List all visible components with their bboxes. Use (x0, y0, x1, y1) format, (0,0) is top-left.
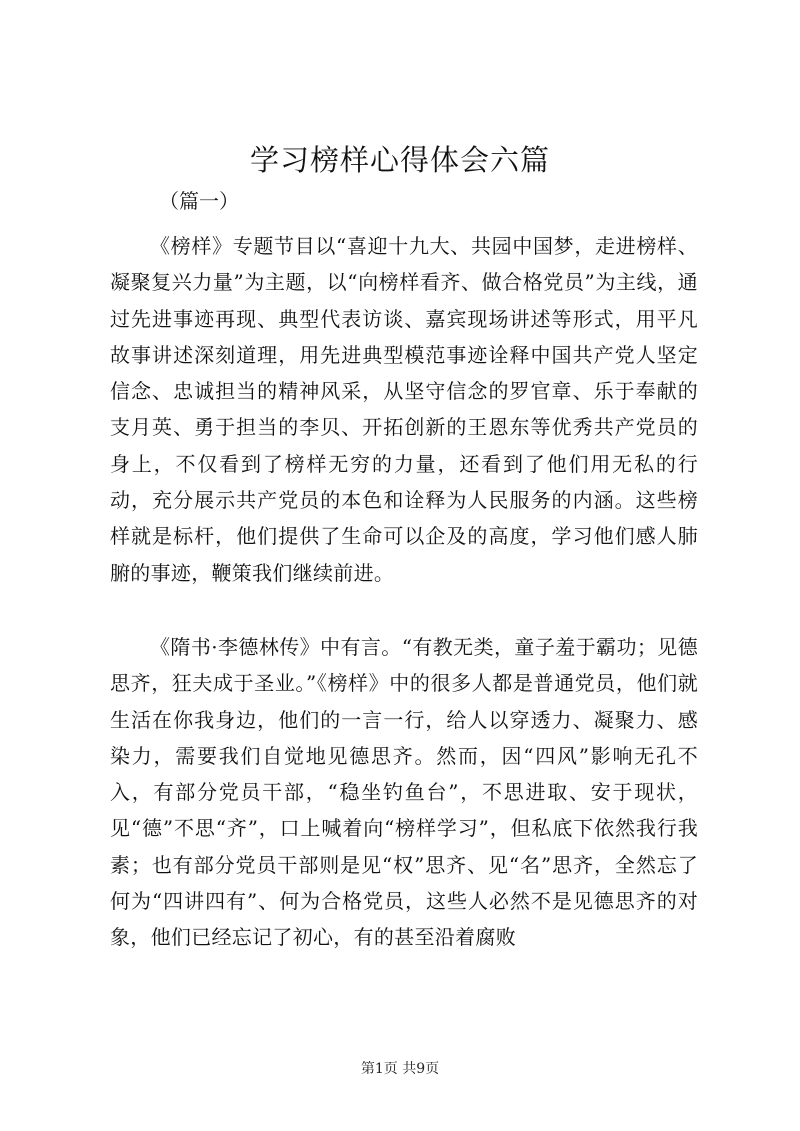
document-title: 学习榜样心得体会六篇 (249, 143, 550, 177)
body-paragraph: 《榜样》专题节目以“喜迎十九大、共园中国梦，走进榜样、凝聚复兴力量”为主题，以“向榜样看齐、做合格党员”为主线，通过先进事迹再现、典型代表访谈、嘉宾现场讲述等形式，用平凡故事讲述深刻道理，用先进典型模范事迹诠释中国共产党人坚定信念、忠诚担当的精神风采，从坚守信念的罗官章、乐于奉献的支月英、勇于担当的李贝、开拓创新的王恩东等优秀共产党员的身上，不仅看到了榜样无穷的力量，还看到了他们用无私的行动，充分展示共产党员的本色和诠释为人民服务的内涵。这些榜样就是标杆，他们提供了生命可以企及的高度，学习他们感人肺腑的事迹，鞭策我们继续前进。 (110, 234, 698, 585)
section-label: （篇一） (159, 189, 239, 213)
page-footer: 第1页 共9页 (360, 1061, 440, 1077)
body-paragraph: 《隋书·李德林传》中有言。“有教无类，童子羞于霸功；见德思齐，狂夫成于圣业。”《榜样》中的很多人都是普通党员，他们就生活在你我身边，他们的一言一行，给人以穿透力、凝聚力、感染力，需要我们自觉地见德思齐。然而，因“四风”影响无孔不入，有部分党员干部，“稳坐钓鱼台”，不思进取、安于现状，见“德”不思“齐”，口上喊着向“榜样学习”，但私底下依然我行我素；也有部分党员干部则是见“权”思齐、见“名”思齐，全然忘了何为“四讲四有”、何为合格党员，这些人必然不是见德思齐的对象，他们已经忘记了初心，有的甚至沿着腐败 (110, 635, 698, 950)
